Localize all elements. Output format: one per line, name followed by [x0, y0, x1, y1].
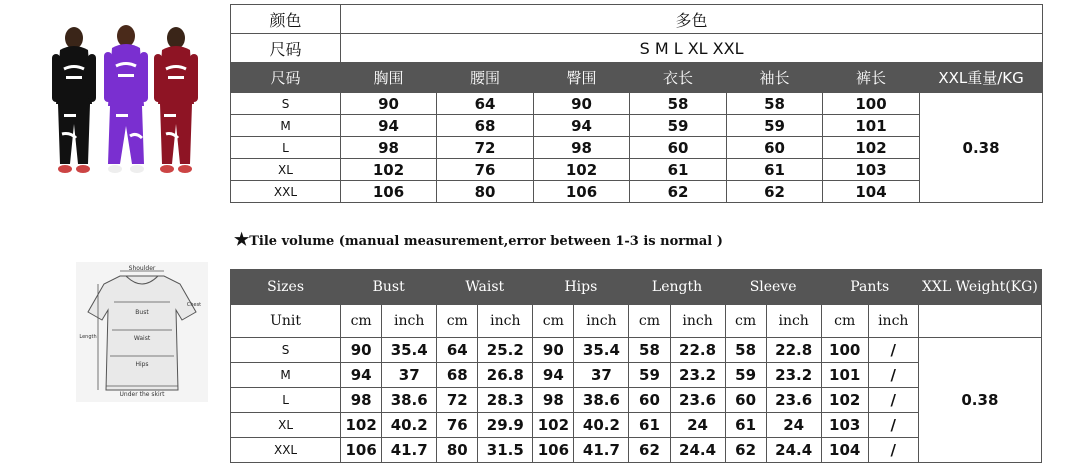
diagram-label-length: Length	[79, 334, 97, 340]
value-cell: 40.2	[382, 413, 437, 438]
product-photo	[40, 14, 210, 204]
header-cell: 胸围	[341, 63, 437, 93]
value-cell: 64	[437, 93, 534, 115]
value-cell: 28.3	[478, 388, 533, 413]
header-cell: XXL Weight(KG)	[918, 270, 1041, 305]
value-cell: 90	[534, 93, 630, 115]
value-cell: 94	[533, 363, 574, 388]
value-cell: 41.7	[382, 438, 437, 463]
size-cell: S	[231, 338, 341, 363]
weight-cell: 0.38	[920, 93, 1043, 203]
value-cell: 94	[534, 115, 630, 137]
weight-cell: 0.38	[918, 338, 1041, 463]
value-cell: 23.6	[670, 388, 725, 413]
header-cell: Bust	[341, 270, 437, 305]
value-cell: 94	[341, 115, 437, 137]
value-cell: 90	[533, 338, 574, 363]
value-cell: 102	[534, 159, 630, 181]
value-cell: 23.6	[766, 388, 821, 413]
value-cell: 58	[630, 93, 727, 115]
unit-cell: cm	[341, 305, 382, 338]
measurement-note-text: Tile volume (manual measurement,error between 1-3 is normal )	[249, 234, 723, 249]
chinese-size-table	[230, 4, 1043, 203]
value-cell: /	[868, 438, 918, 463]
value-cell: 76	[437, 413, 478, 438]
value-cell: 62	[629, 438, 670, 463]
value-cell: 38.6	[574, 388, 629, 413]
size-label: 尺码	[231, 34, 341, 63]
unit-cell: cm	[533, 305, 574, 338]
size-cell: M	[231, 363, 341, 388]
color-value: 多色	[341, 5, 1043, 34]
value-cell: 103	[821, 413, 868, 438]
value-cell: 24	[766, 413, 821, 438]
value-cell: 104	[823, 181, 920, 203]
unit-cell: inch	[574, 305, 629, 338]
diagram-label-chest: Chest	[186, 302, 202, 308]
value-cell: 23.2	[670, 363, 725, 388]
value-cell: 106	[341, 438, 382, 463]
unit-cell: cm	[725, 305, 766, 338]
size-cell: XL	[231, 159, 341, 181]
value-cell: 60	[725, 388, 766, 413]
header-cell: 袖长	[727, 63, 823, 93]
diagram-label-bust: Bust	[135, 309, 149, 316]
size-cell: XXL	[231, 181, 341, 203]
value-cell: 60	[629, 388, 670, 413]
header-cell: 腰围	[437, 63, 534, 93]
value-cell: 68	[437, 115, 534, 137]
value-cell: 101	[823, 115, 920, 137]
unit-label: Unit	[231, 305, 341, 338]
english-size-table	[230, 269, 1042, 463]
value-cell: 68	[437, 363, 478, 388]
diagram-label-under-skirt: Under the skirt	[119, 391, 165, 398]
value-cell: 106	[341, 181, 437, 203]
value-cell: 98	[534, 137, 630, 159]
value-cell: 103	[823, 159, 920, 181]
value-cell: 72	[437, 137, 534, 159]
unit-row	[231, 305, 1042, 338]
value-cell: 61	[630, 159, 727, 181]
unit-cell: inch	[868, 305, 918, 338]
value-cell: 64	[437, 338, 478, 363]
value-cell: 37	[574, 363, 629, 388]
value-cell: 98	[341, 388, 382, 413]
value-cell: 80	[437, 438, 478, 463]
tracksuit-models-image	[40, 14, 210, 204]
table-row	[231, 338, 1042, 363]
value-cell: 61	[629, 413, 670, 438]
value-cell: 26.8	[478, 363, 533, 388]
header-cell: 裤长	[823, 63, 920, 93]
value-cell: 62	[630, 181, 727, 203]
value-cell: 90	[341, 93, 437, 115]
table-header-row	[231, 270, 1042, 305]
value-cell: 104	[821, 438, 868, 463]
value-cell: 100	[823, 93, 920, 115]
measurement-note	[234, 230, 723, 250]
wine-tracksuit-figure	[154, 27, 198, 173]
value-cell: 94	[341, 363, 382, 388]
value-cell: 37	[382, 363, 437, 388]
header-cell: 臀围	[534, 63, 630, 93]
value-cell: 22.8	[766, 338, 821, 363]
value-cell: 22.8	[670, 338, 725, 363]
value-cell: /	[868, 338, 918, 363]
weight-unit-empty-cell	[918, 305, 1041, 338]
value-cell: 102	[821, 388, 868, 413]
value-cell: 106	[533, 438, 574, 463]
unit-cell: inch	[766, 305, 821, 338]
header-cell: 衣长	[630, 63, 727, 93]
value-cell: 102	[341, 159, 437, 181]
value-cell: 72	[437, 388, 478, 413]
value-cell: 24	[670, 413, 725, 438]
diagram-label-hips: Hips	[135, 361, 149, 368]
size-cell: L	[231, 388, 341, 413]
value-cell: 60	[727, 137, 823, 159]
value-cell: 106	[534, 181, 630, 203]
color-label: 颜色	[231, 5, 341, 34]
value-cell: 98	[533, 388, 574, 413]
value-cell: 80	[437, 181, 534, 203]
value-cell: 102	[533, 413, 574, 438]
header-cell: Hips	[533, 270, 629, 305]
header-cell: Waist	[437, 270, 533, 305]
value-cell: 24.4	[670, 438, 725, 463]
unit-cell: cm	[437, 305, 478, 338]
value-cell: 35.4	[382, 338, 437, 363]
value-cell: 102	[341, 413, 382, 438]
purple-tracksuit-figure	[104, 25, 148, 173]
value-cell: 59	[629, 363, 670, 388]
size-list-value: S M L XL XXL	[341, 34, 1043, 63]
value-cell: 40.2	[574, 413, 629, 438]
value-cell: 59	[727, 115, 823, 137]
unit-cell: inch	[478, 305, 533, 338]
value-cell: 62	[727, 181, 823, 203]
value-cell: 25.2	[478, 338, 533, 363]
color-row	[231, 5, 1043, 34]
value-cell: /	[868, 388, 918, 413]
star-icon: ★	[234, 230, 250, 250]
value-cell: /	[868, 363, 918, 388]
size-cell: M	[231, 115, 341, 137]
value-cell: 58	[725, 338, 766, 363]
value-cell: 58	[629, 338, 670, 363]
value-cell: 102	[823, 137, 920, 159]
value-cell: 100	[821, 338, 868, 363]
dress-diagram-image	[76, 262, 208, 402]
value-cell: 59	[630, 115, 727, 137]
header-cell: XXL重量/KG	[920, 63, 1043, 93]
unit-cell: inch	[382, 305, 437, 338]
diagram-label-shoulder: Shoulder	[128, 265, 156, 272]
value-cell: 59	[725, 363, 766, 388]
table-header-row	[231, 63, 1043, 93]
value-cell: 29.9	[478, 413, 533, 438]
size-list-row	[231, 34, 1043, 63]
unit-cell: cm	[821, 305, 868, 338]
value-cell: 62	[725, 438, 766, 463]
diagram-label-waist: Waist	[133, 335, 151, 342]
value-cell: 90	[341, 338, 382, 363]
header-cell: Pants	[821, 270, 918, 305]
value-cell: 58	[727, 93, 823, 115]
value-cell: 76	[437, 159, 534, 181]
value-cell: /	[868, 413, 918, 438]
value-cell: 38.6	[382, 388, 437, 413]
value-cell: 24.4	[766, 438, 821, 463]
size-cell: XXL	[231, 438, 341, 463]
unit-cell: cm	[629, 305, 670, 338]
size-cell: S	[231, 93, 341, 115]
header-cell: Length	[629, 270, 725, 305]
black-tracksuit-figure	[52, 27, 96, 173]
value-cell: 61	[725, 413, 766, 438]
value-cell: 35.4	[574, 338, 629, 363]
header-cell: Sleeve	[725, 270, 821, 305]
measurement-diagram	[76, 262, 208, 402]
value-cell: 41.7	[574, 438, 629, 463]
value-cell: 31.5	[478, 438, 533, 463]
header-cell: 尺码	[231, 63, 341, 93]
value-cell: 98	[341, 137, 437, 159]
size-cell: XL	[231, 413, 341, 438]
size-cell: L	[231, 137, 341, 159]
value-cell: 23.2	[766, 363, 821, 388]
table-row	[231, 93, 1043, 115]
value-cell: 61	[727, 159, 823, 181]
header-cell: Sizes	[231, 270, 341, 305]
value-cell: 101	[821, 363, 868, 388]
value-cell: 60	[630, 137, 727, 159]
unit-cell: inch	[670, 305, 725, 338]
